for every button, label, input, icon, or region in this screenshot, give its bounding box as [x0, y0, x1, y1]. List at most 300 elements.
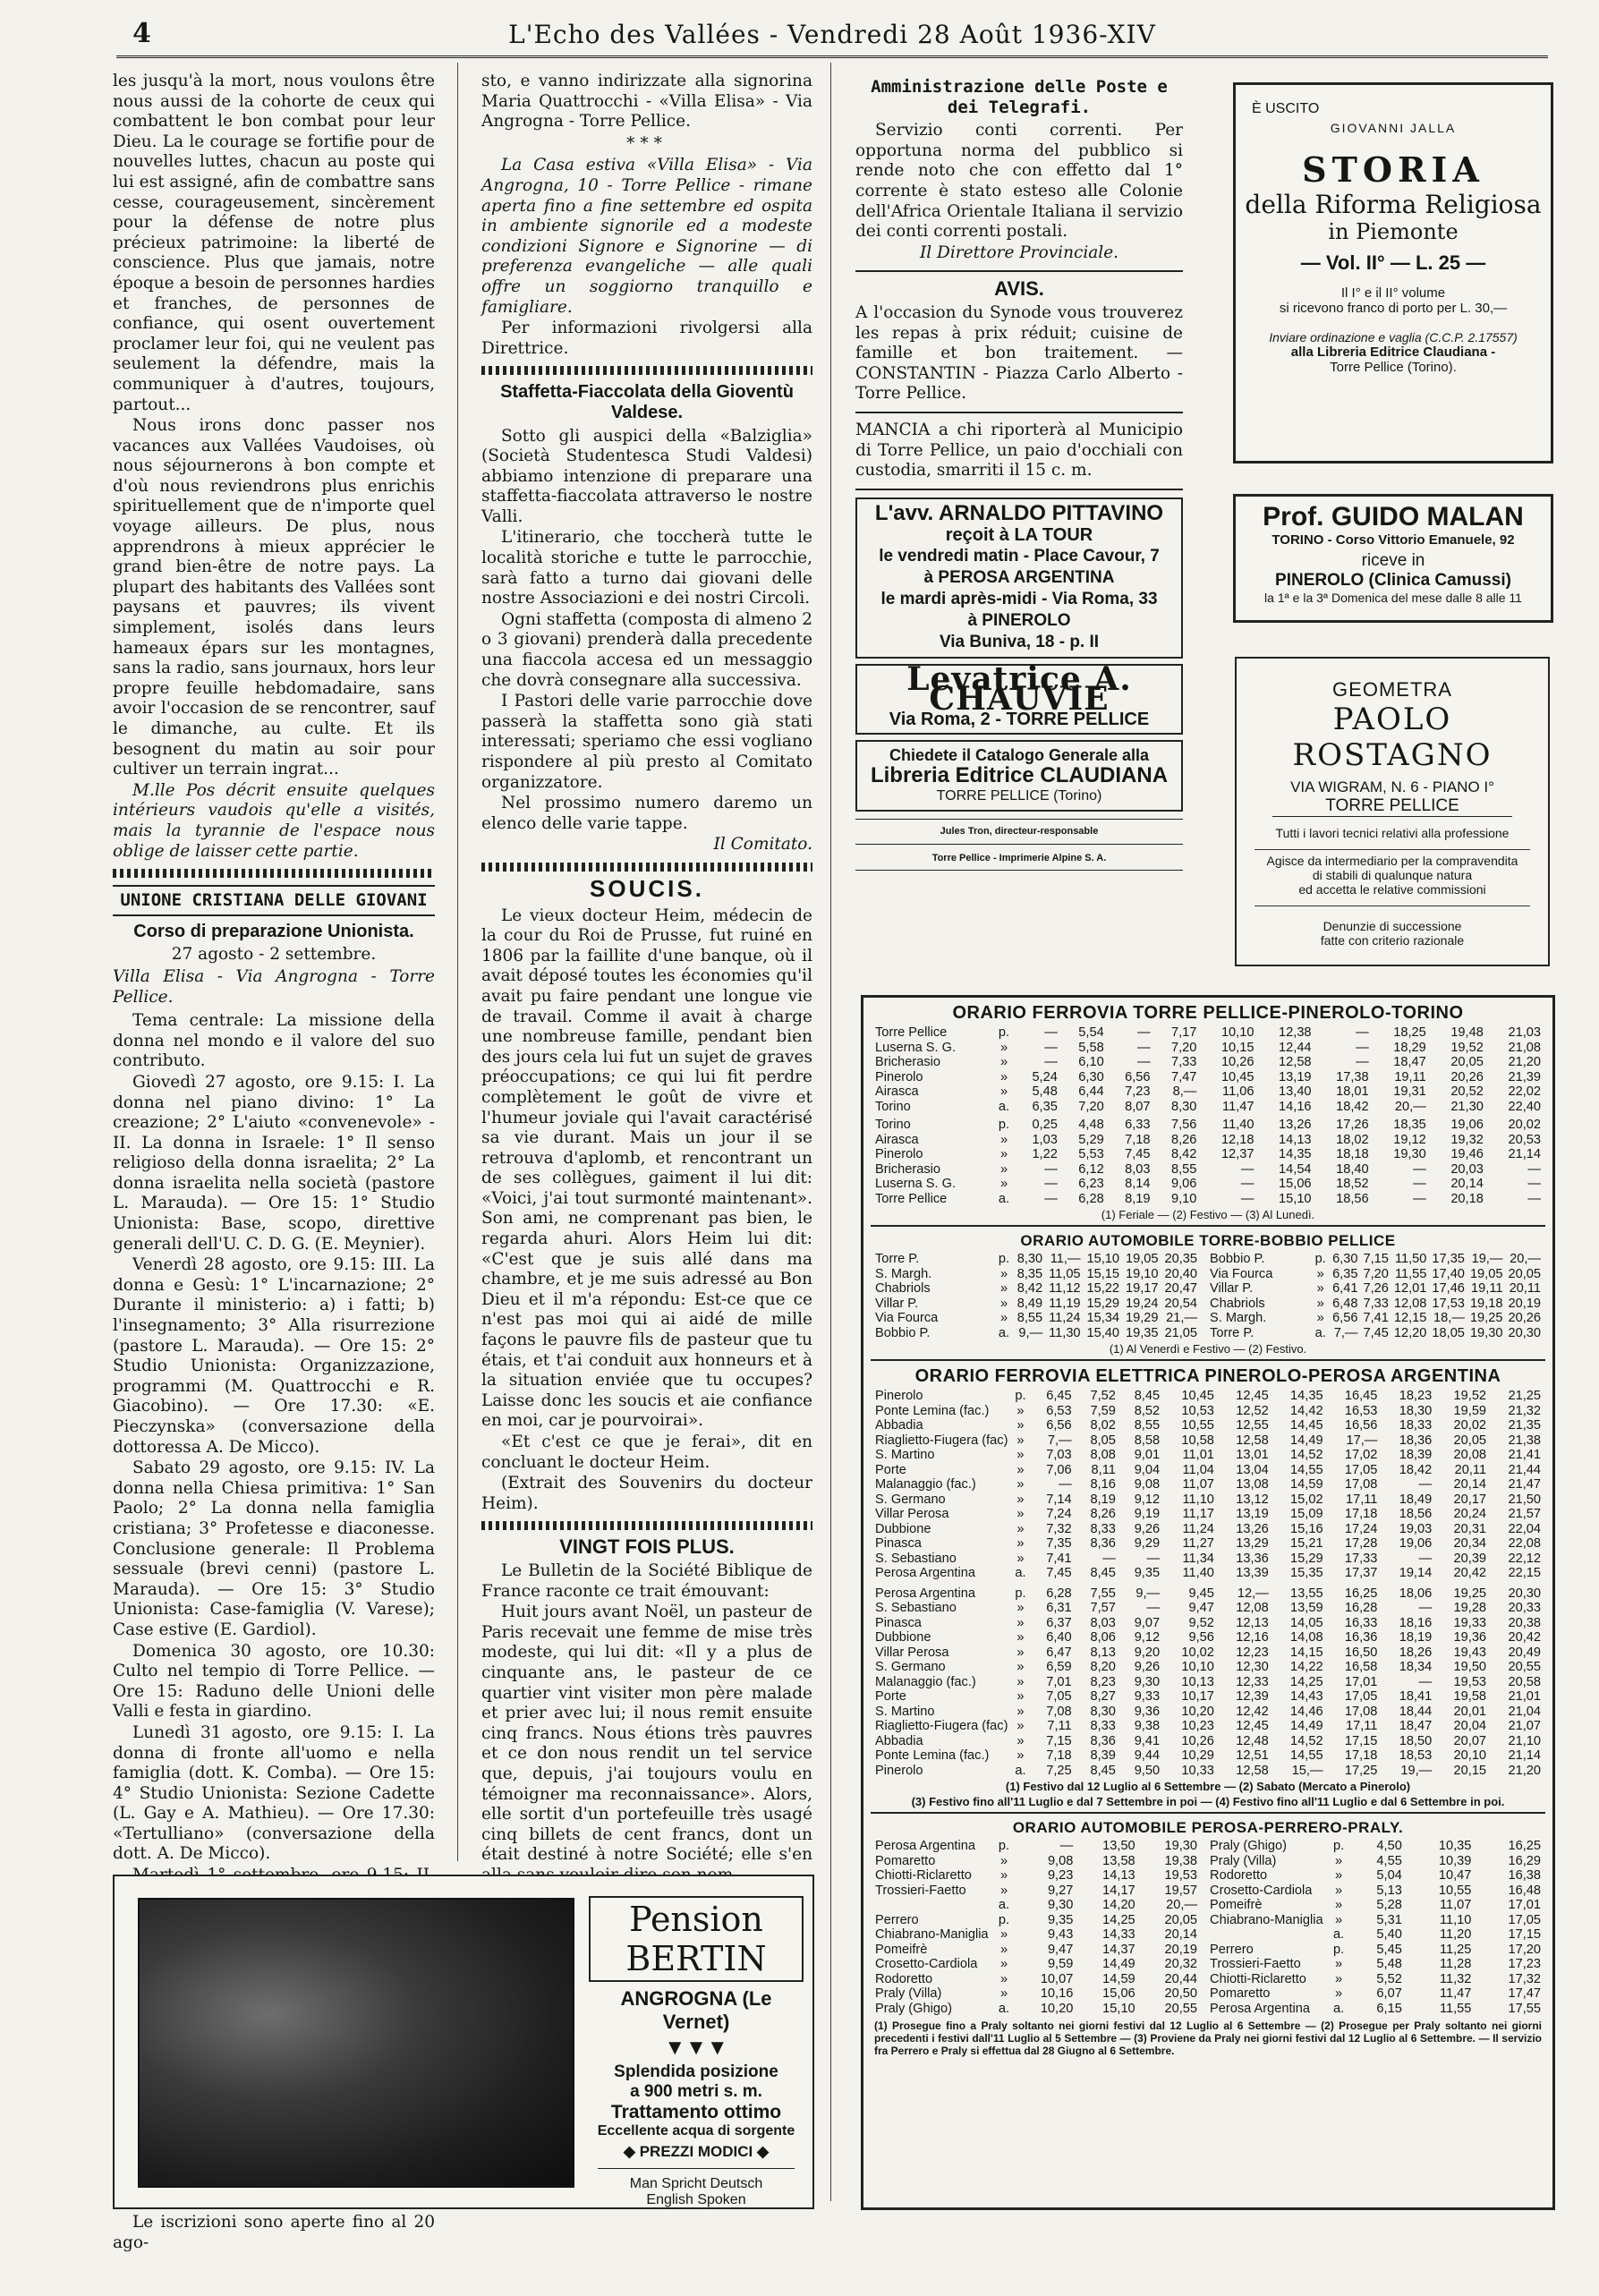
- time-cell: 18,36: [1399, 1433, 1433, 1448]
- time-cell: 5,45: [1376, 1942, 1402, 1957]
- storia-author: GIOVANNI JALLA: [1330, 121, 1457, 135]
- time-cell: 5,13: [1376, 1883, 1402, 1898]
- time-cell: 16,56: [1344, 1418, 1378, 1433]
- time-cell: 10,07: [1040, 1971, 1074, 1986]
- time-cell: 8,06: [1090, 1630, 1116, 1645]
- time-cell: 13,26: [1236, 1521, 1269, 1536]
- time-cell: 19,31: [1393, 1084, 1426, 1099]
- station-cell: Torre Pellice: [875, 1191, 948, 1206]
- time-cell: 9,08: [1047, 1853, 1074, 1868]
- timetable-row: [872, 1463, 1544, 1478]
- station-cell: Bobbio P.: [1210, 1252, 1265, 1266]
- time-cell: »: [1016, 1462, 1025, 1477]
- station-cell: Pomeifrè: [875, 1942, 928, 1957]
- time-cell: 19,58: [1453, 1689, 1487, 1704]
- timetable-row: [872, 1884, 1200, 1899]
- time-cell: 19,30: [1393, 1147, 1426, 1161]
- time-cell: »: [1334, 1912, 1343, 1927]
- time-cell: 15,29: [1086, 1296, 1120, 1311]
- timetable-row: [1207, 1839, 1544, 1854]
- time-cell: 10,02: [1181, 1645, 1214, 1660]
- time-cell: 14,59: [1102, 1971, 1135, 1986]
- time-cell: 13,58: [1102, 1853, 1135, 1868]
- timetable-row: [1207, 1972, 1544, 1987]
- time-cell: 19,06: [1450, 1118, 1484, 1132]
- time-cell: »: [1016, 1551, 1025, 1566]
- casa-info: Per informazioni rivolgersi alla Direttrice.: [481, 319, 812, 358]
- time-cell: 5,40: [1376, 1927, 1402, 1942]
- timetable-row: [872, 1705, 1544, 1720]
- staffetta-title: Staffetta-Fiaccolata della Gioventù Valdese.: [500, 382, 794, 422]
- time-cell: 7,20: [1363, 1266, 1389, 1281]
- time-cell: 11,40: [1182, 1566, 1214, 1580]
- time-cell: 13,39: [1236, 1566, 1269, 1580]
- time-cell: 8,27: [1090, 1689, 1116, 1704]
- station-cell: Porte: [875, 1462, 906, 1477]
- time-cell: 7,35: [1046, 1536, 1072, 1551]
- time-cell: —: [1418, 1477, 1433, 1492]
- malan-place: PINEROLO (Clinica Camussi): [1275, 571, 1511, 590]
- time-cell: 6,12: [1078, 1161, 1104, 1177]
- timetable-note: (3) Festivo fino all'11 Luglio e dal 7 Settembre in poi — (4) Festivo fino all'11 Luglio e dal 6 Settembre in poi.: [911, 1795, 1505, 1808]
- staffetta-p5: Nel prossimo numero daremo un elenco delle varie tappe.: [481, 794, 812, 833]
- station-cell: Chabriols: [875, 1281, 931, 1296]
- time-cell: 9,44: [1134, 1748, 1161, 1763]
- time-cell: 6,59: [1046, 1660, 1072, 1674]
- timetable-row: [872, 1507, 1544, 1522]
- time-cell: 19,59: [1453, 1403, 1487, 1418]
- time-cell: 6,40: [1046, 1630, 1072, 1645]
- time-cell: 18,26: [1399, 1645, 1433, 1660]
- timetable-row: [872, 1675, 1544, 1690]
- time-cell: 8,45: [1134, 1389, 1161, 1403]
- pittavino-line: à PEROSA ARGENTINA: [923, 567, 1115, 587]
- time-cell: 14,49: [1102, 1957, 1135, 1971]
- time-cell: 14,52: [1290, 1448, 1323, 1462]
- time-cell: 7,06: [1046, 1462, 1072, 1477]
- time-cell: 14,52: [1290, 1733, 1323, 1748]
- time-cell: 9,33: [1134, 1689, 1161, 1704]
- bertin-line: Man Spricht Deutsch: [629, 2176, 763, 2191]
- time-cell: »: [1016, 1733, 1025, 1748]
- timetable-row: [1207, 1297, 1544, 1312]
- time-cell: a.: [1015, 1763, 1026, 1778]
- time-cell: 6,30: [1078, 1069, 1104, 1084]
- time-cell: 10,33: [1181, 1763, 1214, 1778]
- time-cell: 17,01: [1508, 1898, 1541, 1912]
- timetable-row: [872, 1041, 1544, 1056]
- time-cell: 6,35: [1332, 1266, 1358, 1281]
- station-cell: Riaglietto-Fiugera (fac): [875, 1719, 1008, 1733]
- time-cell: 8,20: [1090, 1660, 1116, 1674]
- time-cell: 7,01: [1046, 1674, 1072, 1689]
- time-cell: —: [1418, 1674, 1433, 1689]
- time-cell: 20,55: [1164, 2001, 1198, 2016]
- time-cell: 19,14: [1399, 1566, 1433, 1580]
- time-cell: 11,55: [1439, 2001, 1472, 2016]
- time-cell: 14,35: [1279, 1147, 1312, 1161]
- time-cell: 8,30: [1016, 1252, 1043, 1266]
- time-cell: 18,41: [1399, 1689, 1433, 1704]
- time-cell: 18,—: [1433, 1311, 1465, 1325]
- time-cell: »: [1016, 1507, 1025, 1521]
- time-cell: 7,14: [1046, 1492, 1072, 1507]
- time-cell: 17,05: [1508, 1912, 1541, 1927]
- time-cell: 4,55: [1376, 1853, 1402, 1868]
- time-cell: 11,07: [1439, 1898, 1472, 1912]
- timetable-row: [872, 1764, 1544, 1779]
- time-cell: »: [999, 1055, 1008, 1069]
- time-cell: 11,12: [1049, 1281, 1081, 1296]
- time-cell: 16,50: [1344, 1645, 1378, 1660]
- time-cell: 5,58: [1078, 1040, 1104, 1055]
- time-cell: 7,08: [1046, 1704, 1072, 1719]
- timetable-row: [872, 1898, 1200, 1913]
- time-cell: 4,48: [1078, 1118, 1104, 1132]
- timetable-perosa-pinerolo: [872, 1586, 1544, 1779]
- bertin-line: English Spoken: [646, 2192, 746, 2207]
- time-cell: a.: [998, 1325, 1010, 1340]
- time-cell: 21,03: [1508, 1025, 1541, 1040]
- corso-p3: Venerdì 28 agosto, ore 9.15: III. La donna e Gesù: 1° L'incarnazione; 2° Durante il ministerio: a) i fatti; b) l'insegnamento; 3° Alla risurrezione (pastore L. Marauda). — Ore 15: 2° Studio Unionista: Organizzazione, programmi (M. Quattrocchi e R. Giacobino). — Ore 17.30: «E. Pieczynska» (conversazione della dottoressa A. De Micco).: [113, 1255, 435, 1457]
- time-cell: p.: [1015, 1586, 1026, 1601]
- time-cell: 13,59: [1290, 1601, 1323, 1615]
- time-cell: —: [1102, 1551, 1116, 1566]
- time-cell: 14,20: [1102, 1898, 1135, 1912]
- time-cell: 20,54: [1164, 1296, 1198, 1311]
- time-cell: 19,52: [1450, 1040, 1484, 1055]
- time-cell: 8,14: [1125, 1177, 1151, 1191]
- rostagno-line: di stabili di qualunque natura: [1312, 868, 1473, 882]
- time-cell: 15,06: [1102, 1986, 1135, 2001]
- time-cell: 20,19: [1164, 1942, 1198, 1957]
- soucis-p2: «Et c'est ce que je ferai», dit en concluant le docteur Heim.: [481, 1433, 812, 1472]
- time-cell: 21,32: [1508, 1403, 1541, 1418]
- time-cell: 7,41: [1046, 1551, 1072, 1566]
- station-cell: Pomeifrè: [1210, 1898, 1263, 1912]
- time-cell: »: [999, 1957, 1008, 1971]
- time-cell: 19,17: [1125, 1281, 1159, 1296]
- time-cell: 21,44: [1508, 1462, 1541, 1477]
- separator: [481, 1521, 812, 1530]
- time-cell: »: [999, 1132, 1008, 1147]
- timetable-row: [1207, 1267, 1544, 1282]
- timetable-row: [872, 1839, 1200, 1854]
- time-cell: 21,08: [1508, 1040, 1541, 1055]
- time-cell: 19,35: [1125, 1325, 1159, 1340]
- time-cell: —: [1044, 1191, 1058, 1206]
- pittavino-ad: [855, 497, 1183, 659]
- station-cell: Perosa Argentina: [875, 1586, 975, 1601]
- time-cell: 18,05: [1432, 1325, 1465, 1340]
- timetable-row: [872, 1133, 1544, 1148]
- storia-region: in Piemonte: [1328, 219, 1459, 244]
- time-cell: 7,23: [1125, 1084, 1151, 1099]
- time-cell: »: [1334, 1986, 1343, 2001]
- time-cell: 7,47: [1170, 1069, 1197, 1084]
- time-cell: 7,52: [1090, 1389, 1116, 1403]
- pittavino-name: L'avv. ARNALDO PITTAVINO: [874, 500, 1164, 525]
- time-cell: 13,04: [1236, 1462, 1269, 1477]
- time-cell: »: [1316, 1281, 1324, 1296]
- time-cell: »: [999, 1147, 1008, 1161]
- time-cell: 9,50: [1134, 1763, 1161, 1778]
- time-cell: 7,45: [1125, 1147, 1151, 1161]
- time-cell: 20,11: [1454, 1462, 1487, 1477]
- villa-cont: sto, e vanno indirizzate alla signorina Maria Quattrocchi - «Villa Elisa» - Via Angrogna - Torre Pellice.: [481, 72, 812, 132]
- time-cell: 12,45: [1236, 1719, 1269, 1733]
- timetable-row: [872, 1630, 1544, 1645]
- timetable-row: [872, 1601, 1544, 1616]
- time-cell: 14,33: [1102, 1927, 1135, 1942]
- timetable-row: [872, 1177, 1544, 1192]
- time-cell: 18,49: [1399, 1492, 1433, 1507]
- time-cell: 4,50: [1376, 1839, 1402, 1853]
- station-cell: S. Germano: [875, 1660, 946, 1674]
- time-cell: 21,35: [1508, 1418, 1541, 1433]
- time-cell: 14,08: [1290, 1630, 1323, 1645]
- timetable-row: [872, 1660, 1544, 1675]
- time-cell: 8,35: [1016, 1266, 1043, 1281]
- timetable-row: [872, 1281, 1200, 1297]
- time-cell: 6,28: [1046, 1586, 1072, 1601]
- time-cell: 19,50: [1453, 1660, 1487, 1674]
- time-cell: 20,17: [1453, 1492, 1487, 1507]
- timetable-row: [872, 1748, 1544, 1764]
- time-cell: 17,46: [1432, 1281, 1465, 1296]
- time-cell: 20,26: [1508, 1311, 1541, 1325]
- storia-line: Il I° e il II° volume: [1340, 285, 1446, 301]
- station-cell: Luserna S. G.: [875, 1177, 957, 1191]
- time-cell: 12,33: [1236, 1674, 1269, 1689]
- time-cell: 10,55: [1181, 1418, 1214, 1433]
- time-cell: »: [1334, 1883, 1343, 1898]
- staffetta-p1: Sotto gli auspici della «Balziglia» (Società Studentesca Studi Valdesi) abbiamo intenzione di preparare una staffetta-fiaccolata attraverso le nostre Valli.: [481, 426, 812, 526]
- time-cell: 22,15: [1508, 1566, 1541, 1580]
- time-cell: 9,06: [1170, 1177, 1197, 1191]
- time-cell: 11,17: [1182, 1507, 1214, 1521]
- time-cell: 10,23: [1181, 1719, 1214, 1733]
- timetable-note: (1) Al Venerdì e Festivo — (2) Festivo.: [1109, 1342, 1307, 1356]
- time-cell: 11,30: [1049, 1325, 1081, 1340]
- station-cell: S. Sebastiano: [875, 1601, 957, 1615]
- time-cell: 8,26: [1090, 1507, 1116, 1521]
- time-cell: 18,35: [1393, 1118, 1426, 1132]
- time-cell: 7,05: [1046, 1689, 1072, 1704]
- station-cell: Riaglietto-Fiugera (fac): [875, 1433, 1008, 1448]
- time-cell: 20,42: [1453, 1566, 1487, 1580]
- time-cell: 6,37: [1046, 1615, 1072, 1630]
- time-cell: 11,—: [1050, 1252, 1081, 1266]
- time-cell: 8,—: [1172, 1084, 1197, 1099]
- time-cell: 6,23: [1078, 1177, 1104, 1191]
- separator: [481, 863, 812, 872]
- station-cell: S. Margh.: [875, 1266, 932, 1281]
- station-cell: Pinasca: [875, 1536, 922, 1551]
- time-cell: »: [999, 1883, 1008, 1898]
- storia-line: alla Libreria Editrice Claudiana -: [1290, 344, 1496, 360]
- time-cell: 19,03: [1399, 1521, 1433, 1536]
- time-cell: 7,18: [1046, 1748, 1072, 1763]
- time-cell: 14,05: [1290, 1615, 1323, 1630]
- timetable-row: [1207, 1252, 1544, 1267]
- timetable-row: [872, 1868, 1200, 1884]
- time-cell: 15,35: [1290, 1566, 1323, 1580]
- time-cell: 17,25: [1344, 1763, 1378, 1778]
- time-cell: 10,39: [1438, 1853, 1472, 1868]
- corso-dates: 27 agosto - 2 settembre.: [171, 945, 377, 965]
- time-cell: 17,—: [1346, 1433, 1378, 1448]
- time-cell: 11,34: [1182, 1551, 1214, 1566]
- time-cell: 15,06: [1279, 1177, 1312, 1191]
- time-cell: 13,40: [1279, 1084, 1312, 1099]
- time-cell: 19,05: [1469, 1266, 1503, 1281]
- time-cell: 16,28: [1344, 1601, 1378, 1615]
- time-cell: a.: [998, 2001, 1010, 2016]
- time-cell: 7,59: [1090, 1403, 1116, 1418]
- time-cell: a.: [1015, 1566, 1026, 1580]
- station-cell: Dubbione: [875, 1630, 931, 1645]
- time-cell: »: [1316, 1311, 1324, 1325]
- station-cell: Perrero: [1210, 1942, 1254, 1957]
- time-cell: 17,05: [1344, 1462, 1378, 1477]
- soucis-source: (Extrait des Souvenirs du docteur Heim).: [481, 1474, 812, 1513]
- time-cell: 20,32: [1164, 1957, 1198, 1971]
- time-cell: 7,—: [1333, 1325, 1358, 1340]
- time-cell: 13,19: [1279, 1069, 1312, 1084]
- time-cell: 7,56: [1170, 1118, 1197, 1132]
- time-cell: 17,28: [1344, 1536, 1378, 1551]
- time-cell: 9,29: [1134, 1536, 1161, 1551]
- time-cell: 19,—: [1471, 1252, 1503, 1266]
- time-cell: 9,07: [1134, 1615, 1161, 1630]
- mancia-text: MANCIA a chi riporterà al Municipio di Torre Pellice, un paio d'occhiali con custodia, smarriti il 15 c. m.: [855, 420, 1183, 480]
- time-cell: —: [1240, 1191, 1255, 1206]
- time-cell: »: [1334, 1868, 1343, 1883]
- station-cell: Chiotti-Riclaretto: [1210, 1971, 1306, 1986]
- time-cell: 7,33: [1363, 1296, 1389, 1311]
- time-cell: 7,32: [1046, 1521, 1072, 1536]
- time-cell: 6,33: [1125, 1118, 1151, 1132]
- time-cell: —: [1044, 1055, 1058, 1069]
- time-cell: 8,13: [1090, 1645, 1116, 1660]
- time-cell: 8,55: [1016, 1311, 1043, 1325]
- time-cell: 8,52: [1134, 1403, 1161, 1418]
- rostagno-line: ed accetta le relative commissioni: [1298, 882, 1486, 897]
- timetable-title: ORARIO AUTOMOBILE PEROSA-PERRERO-PRALY.: [1012, 1819, 1404, 1836]
- time-cell: 5,54: [1078, 1025, 1104, 1040]
- time-cell: 8,42: [1016, 1281, 1043, 1296]
- bertin-prices: ◆ PREZZI MODICI ◆: [623, 2143, 770, 2160]
- time-cell: —: [1413, 1177, 1426, 1191]
- time-cell: 10,13: [1181, 1674, 1214, 1689]
- time-cell: 7,24: [1046, 1507, 1072, 1521]
- rostagno-ad: [1235, 657, 1550, 966]
- time-cell: 12,08: [1236, 1601, 1269, 1615]
- time-cell: »: [1016, 1704, 1025, 1719]
- time-cell: »: [1016, 1689, 1025, 1704]
- timetable-row: [872, 1552, 1544, 1567]
- rostagno-name: PAOLO ROSTAGNO: [1292, 702, 1493, 773]
- time-cell: 14,55: [1290, 1462, 1323, 1477]
- time-cell: 6,15: [1376, 2001, 1402, 2016]
- time-cell: 10,26: [1181, 1733, 1214, 1748]
- timetable-row: [872, 1586, 1544, 1602]
- staffetta-p3: Ogni staffetta (composta di almeno 2 o 3 giovani) prenderà dalla precedente una fiaccola accesa ed un messaggio che dovrà consegnare alla successiva.: [481, 609, 812, 690]
- newspaper-title: L'Echo des Vallées - Vendredi 28 Août 1936-XIV: [508, 20, 1156, 49]
- time-cell: 19,32: [1450, 1132, 1484, 1147]
- time-cell: 22,08: [1508, 1536, 1541, 1551]
- time-cell: 20,53: [1508, 1132, 1541, 1147]
- timetables-box: [861, 995, 1555, 2210]
- time-cell: 19,30: [1469, 1325, 1503, 1340]
- time-cell: 12,55: [1236, 1418, 1269, 1433]
- catalog-place: TORRE PELLICE (Torino): [936, 787, 1102, 804]
- time-cell: 6,07: [1376, 1986, 1402, 2001]
- time-cell: 17,26: [1336, 1118, 1369, 1132]
- timetable-row: [1207, 1943, 1544, 1958]
- time-cell: 10,55: [1438, 1883, 1472, 1898]
- station-cell: Rodoretto: [1210, 1868, 1268, 1883]
- station-cell: S. Margh.: [1210, 1311, 1267, 1325]
- time-cell: »: [1334, 1971, 1343, 1986]
- rostagno-line: fatte con criterio razionale: [1320, 933, 1465, 948]
- time-cell: 17,08: [1344, 1704, 1378, 1719]
- time-cell: —: [1136, 1040, 1151, 1055]
- station-cell: Pinerolo: [875, 1389, 923, 1403]
- time-cell: 22,02: [1508, 1084, 1541, 1099]
- time-cell: 17,01: [1344, 1674, 1378, 1689]
- time-cell: 15,29: [1290, 1551, 1323, 1566]
- time-cell: p.: [998, 1252, 1010, 1266]
- time-cell: 15,22: [1086, 1281, 1120, 1296]
- timetable-row: [1207, 1986, 1544, 2002]
- station-cell: [1207, 1927, 1329, 1943]
- time-cell: 8,49: [1016, 1296, 1043, 1311]
- time-cell: 19,25: [1469, 1311, 1503, 1325]
- time-cell: 19,29: [1125, 1311, 1159, 1325]
- time-cell: 18,01: [1336, 1084, 1369, 1099]
- staffetta-signature: Il Comitato.: [713, 835, 812, 855]
- station-cell: Trossieri-Faetto: [1210, 1957, 1301, 1971]
- time-cell: 18,02: [1336, 1132, 1369, 1147]
- time-cell: 6,56: [1332, 1311, 1358, 1325]
- time-cell: 12,45: [1236, 1389, 1269, 1403]
- timetable-title: ORARIO FERROVIA ELETTRICA PINEROLO-PEROSA ARGENTINA: [914, 1366, 1501, 1386]
- time-cell: 17,55: [1508, 2001, 1541, 2016]
- time-cell: 20,05: [1453, 1433, 1487, 1448]
- time-cell: 10,26: [1221, 1055, 1255, 1069]
- catalog-publisher: Libreria Editrice CLAUDIANA: [870, 763, 1169, 788]
- poste-text: Servizio conti correnti. Per opportuna norma del pubblico si rende noto che con effetto dal 1° corrente è stato esteso alle Colonie dell'Africa Orientale Italiana il servizio dei conti correnti postali.: [855, 121, 1183, 242]
- time-cell: 5,52: [1376, 1971, 1402, 1986]
- station-cell: Dubbione: [875, 1521, 931, 1536]
- time-cell: a.: [1332, 2001, 1345, 2016]
- time-cell: 6,45: [1046, 1389, 1072, 1403]
- timetable-row: [872, 1986, 1200, 2002]
- time-cell: 20,24: [1453, 1507, 1487, 1521]
- time-cell: 19,11: [1394, 1069, 1426, 1084]
- time-cell: 20,14: [1164, 1927, 1198, 1942]
- time-cell: 20,58: [1508, 1674, 1541, 1689]
- time-cell: 5,48: [1032, 1084, 1058, 1099]
- station-cell: Trossieri-Faetto: [875, 1883, 966, 1898]
- page-number: 4: [132, 18, 151, 49]
- time-cell: 20,44: [1164, 1971, 1198, 1986]
- time-cell: 20,11: [1509, 1281, 1541, 1296]
- time-cell: 14,49: [1290, 1433, 1323, 1448]
- time-cell: —: [1356, 1040, 1369, 1055]
